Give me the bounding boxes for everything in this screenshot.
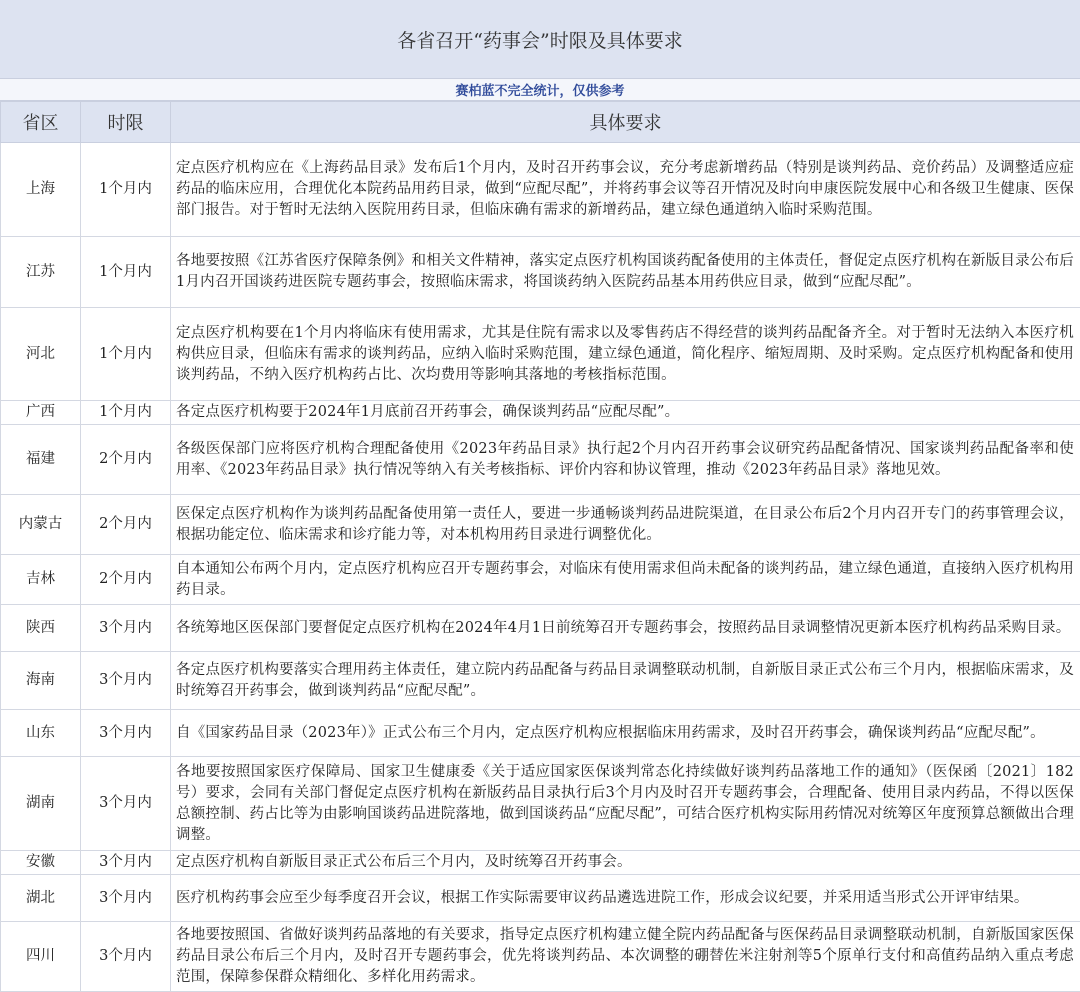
requirement-cell: 各地要按照国家医疗保障局、国家卫生健康委《关于适应国家医保谈判常态化持续做好谈判药品落地工作的通知》（医保函〔2021〕182号）要求，会同有关部门督促定点医疗机构在新版药品目录执行后3个月内及时召开专题药事会，合理配备、使用目录内药品，不得以医保总额控制、药占比等为由影响国谈药品进院落地，做到国谈药品“应配尽配”，可结合医疗机构实际用药情况对统筹区年度预算总额做出合理调整。 <box>171 757 1080 851</box>
requirements-table <box>0 101 1080 992</box>
province-cell: 湖北 <box>1 875 81 922</box>
table-row <box>1 401 1080 425</box>
province-cell: 陕西 <box>1 605 81 652</box>
requirement-cell: 各地要按照《江苏省医疗保障条例》和相关文件精神，落实定点医疗机构国谈药配备使用的主体责任，督促定点医疗机构在新版目录公布后1月内召开国谈药进医院专题药事会，按照临床需求，将国谈药纳入医院药品基本用药供应目录，做到“应配尽配”。 <box>171 237 1080 308</box>
province-cell: 吉林 <box>1 555 81 605</box>
table-subtitle: 赛柏蓝不完全统计，仅供参考 <box>0 79 1080 101</box>
table-row <box>1 555 1080 605</box>
table-row <box>1 425 1080 495</box>
time-cell: 1个月内 <box>81 308 171 401</box>
time-cell: 1个月内 <box>81 143 171 237</box>
requirement-cell: 定点医疗机构应在《上海药品目录》发布后1个月内，及时召开药事会议，充分考虑新增药品（特别是谈判药品、竞价药品）及调整适应症药品的临床应用，合理优化本院药品用药目录，做到“应配尽配”，并将药事会议等召开情况及时向申康医院发展中心和各级卫生健康、医保部门报告。对于暂时无法纳入医院用药目录，但临床确有需求的新增药品，建立绿色通道纳入临时采购范围。 <box>171 143 1080 237</box>
table-row <box>1 143 1080 237</box>
requirement-cell: 各级医保部门应将医疗机构合理配备使用《2023年药品目录》执行起2个月内召开药事会议研究药品配备情况、国家谈判药品配备率和使用率、《2023年药品目录》执行情况等纳入有关考核指标、评价内容和协议管理，推动《2023年药品目录》落地见效。 <box>171 425 1080 495</box>
table-row <box>1 652 1080 710</box>
province-cell: 河北 <box>1 308 81 401</box>
table-row <box>1 922 1080 992</box>
requirement-cell: 定点医疗机构要在1个月内将临床有使用需求，尤其是住院有需求以及零售药店不得经营的谈判药品配备齐全。对于暂时无法纳入本医疗机构供应目录，但临床有需求的谈判药品，应纳入临时采购范围，建立绿色通道，简化程序、缩短周期、及时采购。定点医疗机构配备和使用谈判药品，不纳入医疗机构药占比、次均费用等影响其落地的考核指标范围。 <box>171 308 1080 401</box>
province-cell: 福建 <box>1 425 81 495</box>
requirement-cell: 定点医疗机构自新版目录正式公布后三个月内，及时统筹召开药事会。 <box>171 851 1080 875</box>
table-title: 各省召开“药事会”时限及具体要求 <box>0 0 1080 79</box>
province-cell: 四川 <box>1 922 81 992</box>
table-row <box>1 710 1080 757</box>
province-cell: 江苏 <box>1 237 81 308</box>
requirement-cell: 医疗机构药事会应至少每季度召开会议，根据工作实际需要审议药品遴选进院工作，形成会议纪要，并采用适当形式公开评审结果。 <box>171 875 1080 922</box>
time-cell: 3个月内 <box>81 757 171 851</box>
province-cell: 内蒙古 <box>1 495 81 555</box>
province-cell: 湖南 <box>1 757 81 851</box>
time-cell: 2个月内 <box>81 495 171 555</box>
requirement-cell: 各定点医疗机构要于2024年1月底前召开药事会，确保谈判药品“应配尽配”。 <box>171 401 1080 425</box>
header-time: 时限 <box>81 102 171 143</box>
time-cell: 3个月内 <box>81 851 171 875</box>
time-cell: 1个月内 <box>81 237 171 308</box>
time-cell: 3个月内 <box>81 922 171 992</box>
province-cell: 山东 <box>1 710 81 757</box>
table-row <box>1 495 1080 555</box>
time-cell: 2个月内 <box>81 555 171 605</box>
table-row <box>1 875 1080 922</box>
requirement-cell: 医保定点医疗机构作为谈判药品配备使用第一责任人，要进一步通畅谈判药品进院渠道，在目录公布后2个月内召开专门的药事管理会议，根据功能定位、临床需求和诊疗能力等，对本机构用药目录进行调整优化。 <box>171 495 1080 555</box>
time-cell: 3个月内 <box>81 605 171 652</box>
province-cell: 广西 <box>1 401 81 425</box>
header-province: 省区 <box>1 102 81 143</box>
table-row <box>1 605 1080 652</box>
province-cell: 上海 <box>1 143 81 237</box>
time-cell: 3个月内 <box>81 652 171 710</box>
requirement-cell: 各定点医疗机构要落实合理用药主体责任，建立院内药品配备与药品目录调整联动机制，自新版目录正式公布三个月内，根据临床需求，及时统筹召开药事会，做到谈判药品“应配尽配”。 <box>171 652 1080 710</box>
province-cell: 海南 <box>1 652 81 710</box>
table-row <box>1 757 1080 851</box>
requirement-cell: 各地要按照国、省做好谈判药品落地的有关要求，指导定点医疗机构建立健全院内药品配备与医保药品目录调整联动机制，自新版国家医保药品目录公布后三个月内，及时召开专题药事会，优先将谈判药品、本次调整的硼替佐米注射剂等5个原单行支付和高值药品纳入重点考虑范围，保障参保群众精细化、多样化用药需求。 <box>171 922 1080 992</box>
time-cell: 1个月内 <box>81 401 171 425</box>
table-row <box>1 237 1080 308</box>
time-cell: 3个月内 <box>81 710 171 757</box>
requirement-cell: 自本通知公布两个月内，定点医疗机构应召开专题药事会，对临床有使用需求但尚未配备的谈判药品，建立绿色通道，直接纳入医疗机构用药目录。 <box>171 555 1080 605</box>
requirement-cell: 各统筹地区医保部门要督促定点医疗机构在2024年4月1日前统筹召开专题药事会，按照药品目录调整情况更新本医疗机构药品采购目录。 <box>171 605 1080 652</box>
requirement-cell: 自《国家药品目录（2023年）》正式公布三个月内，定点医疗机构应根据临床用药需求，及时召开药事会，确保谈判药品“应配尽配”。 <box>171 710 1080 757</box>
province-cell: 安徽 <box>1 851 81 875</box>
header-row <box>1 102 1080 143</box>
table-row <box>1 851 1080 875</box>
time-cell: 3个月内 <box>81 875 171 922</box>
header-requirement: 具体要求 <box>171 102 1080 143</box>
table-row <box>1 308 1080 401</box>
time-cell: 2个月内 <box>81 425 171 495</box>
